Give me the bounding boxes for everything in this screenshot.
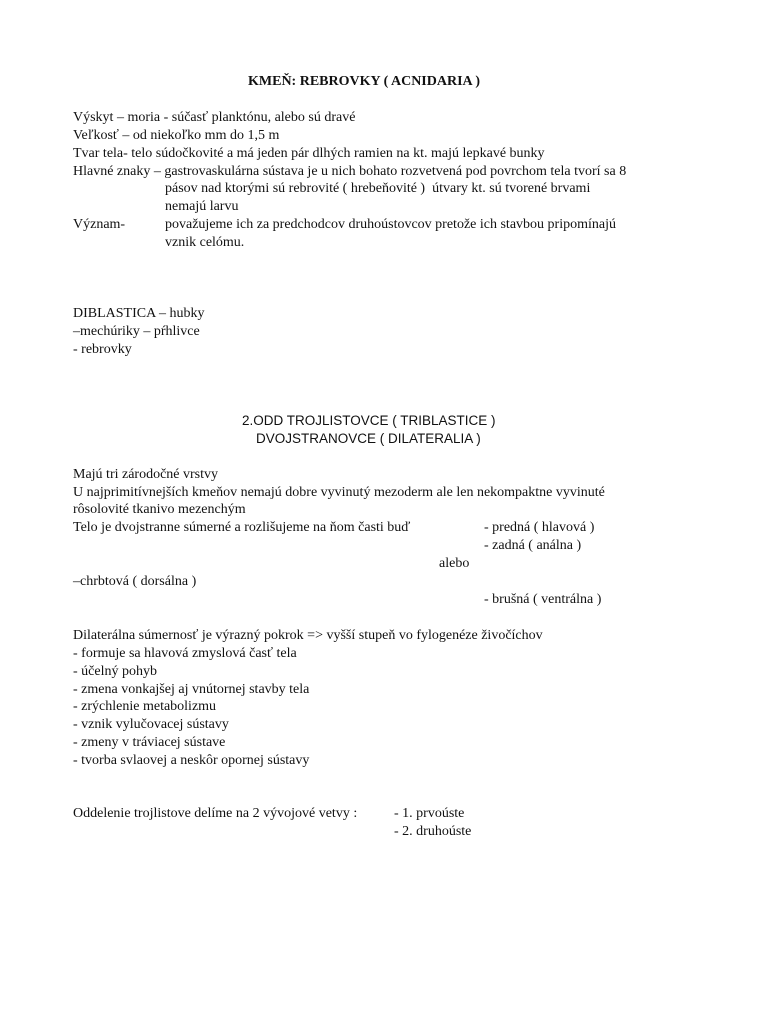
vyznam-line-1: považujeme ich za predchodcov druhoústovcov pretože ich stavbou pripomínajú xyxy=(165,217,616,232)
znaky-line-1: Hlavné znaky – gastrovaskulárna sústava je u nich bohato rozvetvená pod povrchom tela tvorí sa 8 xyxy=(73,164,627,179)
znaky-line-2: pásov nad ktorými sú rebrovité ( hrebeňovité ) útvary kt. sú tvorené brvami xyxy=(165,181,591,196)
diblastica-line-1: DIBLASTICA – hubky xyxy=(73,306,205,321)
vyznam-line-2: vznik celómu. xyxy=(165,235,245,250)
dilateral-intro: Dilaterálna súmernosť je výrazný pokrok => vyšší stupeň vo fylogenéze živočíchov xyxy=(73,628,543,643)
list-item: - formuje sa hlavová zmyslová časť tela xyxy=(73,646,297,661)
list-item: - účelný pohyb xyxy=(73,664,157,679)
body-chrbtova: –chrbtová ( dorsálna ) xyxy=(73,574,197,589)
list-item: - tvorba svlaovej a neskôr opornej sústavy xyxy=(73,753,310,768)
body-line-4: Telo je dvojstranne súmerné a rozlišujeme na ňom časti buď xyxy=(73,520,411,535)
section-heading-1: 2.ODD TROJLISTOVCE ( TRIBLASTICE ) xyxy=(242,413,496,428)
body-line-3: rôsolovité tkanivo mezenchým xyxy=(73,502,246,517)
diblastica-line-2: –mechúriky – pŕhlivce xyxy=(73,324,200,339)
oddelenie-branch-2: - 2. druhoúste xyxy=(394,824,472,839)
body-line-2: U najprimitívnejších kmeňov nemajú dobre vyvinutý mezoderm ale len nekompaktne vyvinuté xyxy=(73,485,605,500)
znaky-line-3: nemajú larvu xyxy=(165,199,239,214)
vyskyt-line: Výskyt – moria - súčasť planktónu, alebo sú dravé xyxy=(73,110,356,125)
body-zadna: - zadná ( análna ) xyxy=(484,538,582,553)
body-brusna: - brušná ( ventrálna ) xyxy=(484,592,602,607)
list-item: - vznik vylučovacej sústavy xyxy=(73,717,229,732)
list-item: - zrýchlenie metabolizmu xyxy=(73,699,217,714)
section-heading-2: DVOJSTRANOVCE ( DILATERALIA ) xyxy=(256,431,481,446)
page-title: KMEŇ: REBROVKY ( ACNIDARIA ) xyxy=(248,74,481,89)
diblastica-line-3: - rebrovky xyxy=(73,342,132,357)
tvar-line: Tvar tela- telo súdočkovité a má jeden pár dlhých ramien na kt. majú lepkavé bunky xyxy=(73,146,545,161)
list-item: - zmeny v tráviacej sústave xyxy=(73,735,226,750)
body-predna: - predná ( hlavová ) xyxy=(484,520,595,535)
oddelenie-branch-1: - 1. prvoúste xyxy=(394,806,465,821)
list-item: - zmena vonkajšej aj vnútornej stavby tela xyxy=(73,682,310,697)
body-alebo: alebo xyxy=(439,556,470,571)
vyznam-label: Význam- xyxy=(73,217,126,232)
velkost-line: Veľkosť – od niekoľko mm do 1,5 m xyxy=(73,128,280,143)
oddelenie-line: Oddelenie trojlistove delíme na 2 vývojové vetvy : xyxy=(73,806,358,821)
body-line-1: Majú tri zárodočné vrstvy xyxy=(73,467,219,482)
